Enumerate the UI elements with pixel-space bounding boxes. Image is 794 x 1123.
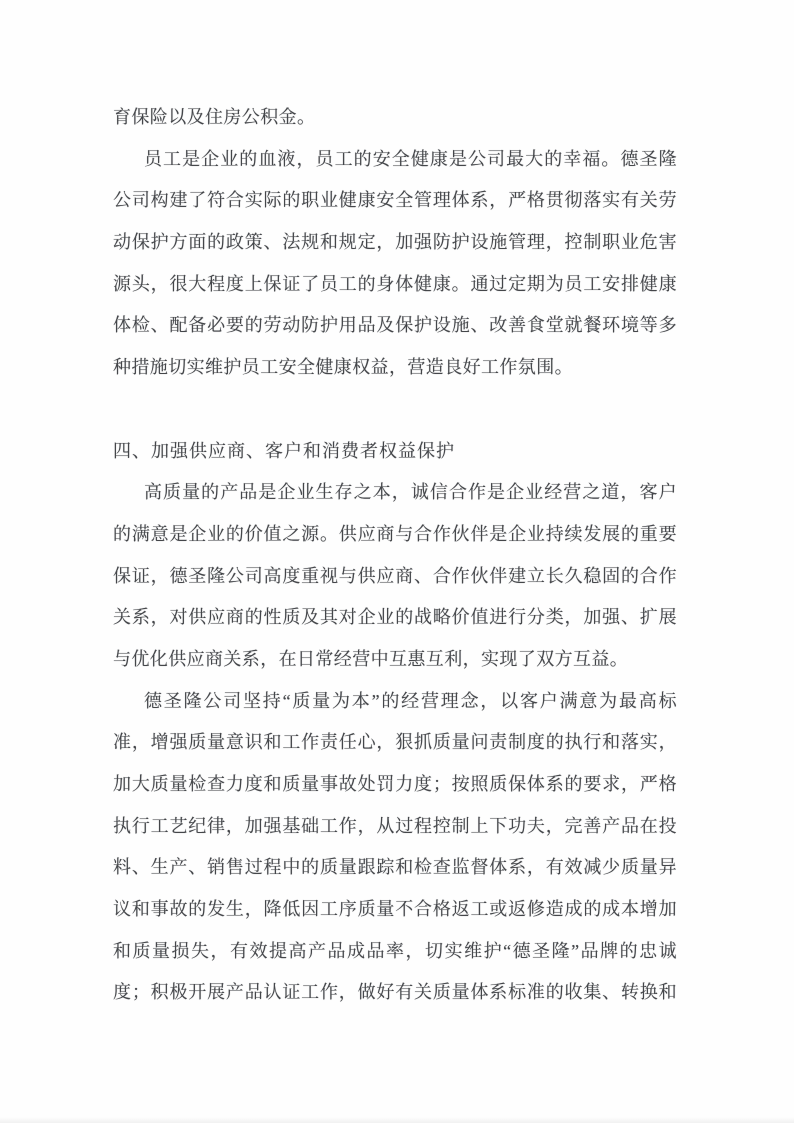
body-line: 高质量的产品是企业生存之本，诚信合作是企业经营之道，客户: [144, 482, 677, 503]
body-line: 料、生产、销售过程中的质量跟踪和检查监督体系，有效减少质量异: [113, 857, 677, 878]
body-line: 关系，对供应商的性质及其对企业的战略价值进行分类，加强、扩展: [113, 607, 677, 628]
body-line: 准，增强质量意识和工作责任心，狠抓质量问责制度的执行和落实，: [113, 732, 677, 753]
body-line: 保证，德圣隆公司高度重视与供应商、合作伙伴建立长久稳固的合作: [113, 565, 677, 586]
body-line: 德圣隆公司坚持“质量为本”的经营理念，以客户满意为最高标: [144, 690, 677, 711]
body-line: 与优化供应商关系，在日常经营中互惠互利，实现了双方互益。: [113, 648, 629, 669]
body-line: 动保护方面的政策、法规和规定，加强防护设施管理，控制职业危害: [113, 232, 677, 253]
body-line: 种措施切实维护员工安全健康权益，营造良好工作氛围。: [113, 357, 573, 378]
body-line: 和质量损失，有效提高产品成品率，切实维护“德圣隆”品牌的忠诚: [113, 940, 677, 961]
body-line: 执行工艺纪律，加强基础工作，从过程控制上下功夫，完善产品在投: [113, 815, 677, 836]
document-text-block: [113, 97, 677, 1014]
body-line: 加大质量检查力度和质量事故处罚力度；按照质保体系的要求，严格: [113, 774, 677, 794]
body-line: 源头，很大程度上保证了员工的身体健康。通过定期为员工安排健康: [113, 273, 677, 294]
body-line: 公司构建了符合实际的职业健康安全管理体系，严格贯彻落实有关劳: [113, 190, 677, 211]
section-heading: 四、加强供应商、客户和消费者权益保护: [113, 440, 455, 461]
body-line: 度；积极开展产品认证工作，做好有关质量体系标准的收集、转换和: [113, 982, 677, 1003]
body-line: 员工是企业的血液，员工的安全健康是公司最大的幸福。德圣隆: [144, 148, 677, 169]
body-line: 体检、配备必要的劳动防护用品及保护设施、改善食堂就餐环境等多: [113, 315, 677, 336]
body-line: 议和事故的发生，降低因工序质量不合格返工或返修造成的成本增加: [113, 899, 677, 920]
body-line: 的满意是企业的价值之源。供应商与合作伙伴是企业持续发展的重要: [113, 523, 677, 544]
body-line: 育保险以及住房公积金。: [113, 107, 316, 127]
blank-line: [113, 389, 677, 431]
scan-bottom-edge: [0, 1117, 794, 1123]
